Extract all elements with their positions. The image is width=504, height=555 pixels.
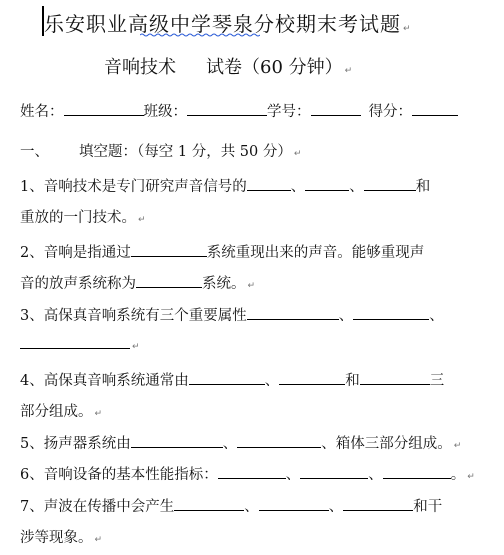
q4-blank-3[interactable] [360, 372, 430, 385]
q1-text-2: 重放的一门技术。 [20, 210, 136, 226]
score-label: 得分： [368, 104, 412, 120]
subtitle-course: 音响技术 [104, 57, 176, 78]
paragraph-mark-icon: ↵ [293, 149, 302, 159]
q3-text: 3、高保真音响系统有三个重要属性 [20, 308, 247, 324]
q1-blank-3[interactable] [364, 178, 416, 191]
question-4-line-2 [20, 400, 102, 421]
q6-blank-2[interactable] [300, 466, 368, 479]
title-text: 乐安职业高级中学琴泉分校期末考试题 [44, 12, 401, 36]
spellcheck-underline [140, 33, 260, 37]
q5-blank-2[interactable] [237, 435, 321, 448]
q4-end: 三 [429, 373, 445, 389]
q6-end: 。 [450, 467, 466, 483]
paragraph-mark-icon: ↵ [132, 342, 140, 352]
q6-blank-1[interactable] [218, 466, 286, 479]
q1-sep: 、 [349, 179, 364, 195]
q5-blank-1[interactable] [131, 435, 223, 448]
question-3-line-2 [20, 336, 140, 353]
q3-sep: 、 [429, 308, 444, 324]
question-7-line-2 [20, 526, 102, 547]
q7-sep: 、 [328, 499, 344, 515]
q7-text-2: 涉等现象。 [20, 530, 93, 546]
q5-text: 5、扬声器系统由 [20, 436, 131, 452]
q1-sep: 、 [290, 179, 306, 195]
paragraph-mark-icon: ↵ [94, 535, 103, 545]
question-5 [20, 432, 461, 453]
q4-text-2: 部分组成。 [20, 404, 93, 420]
q6-sep: 、 [368, 467, 383, 483]
section-number: 一、 [20, 144, 49, 160]
q6-blank-3[interactable] [383, 466, 451, 479]
q6-sep: 、 [285, 467, 301, 483]
section-heading [20, 140, 301, 161]
subtitle-exam: 试卷（60 分钟） [206, 57, 343, 78]
q7-blank-2[interactable] [259, 498, 329, 511]
class-blank[interactable] [187, 103, 267, 116]
paragraph-mark-icon: ↵ [94, 409, 103, 419]
q3-sep: 、 [338, 308, 354, 324]
question-1-line-2 [20, 206, 146, 227]
paragraph-mark-icon: ↵ [138, 215, 146, 225]
q2-end: 系统。 [202, 276, 246, 292]
q7-text: 7、声波在传播中会产生 [20, 499, 175, 515]
q7-sep: 、 [244, 499, 259, 515]
q2-text-2: 音的放声系统称为 [20, 276, 136, 292]
question-1-line-1 [20, 175, 430, 196]
id-blank[interactable] [311, 103, 361, 116]
q4-blank-1[interactable] [189, 372, 265, 385]
q5-sep: 、 [222, 436, 238, 452]
paragraph-mark-icon: ↵ [344, 66, 353, 76]
q1-end: 和 [415, 179, 431, 195]
class-label: 班级： [143, 104, 187, 120]
paragraph-mark-icon: ↵ [467, 472, 475, 482]
question-4-line-1 [20, 369, 444, 390]
q4-blank-2[interactable] [279, 372, 345, 385]
paragraph-mark-icon: ↵ [403, 24, 412, 34]
q1-text: 1、音响技术是专门研究声音信号的 [20, 179, 247, 195]
q7-blank-1[interactable] [174, 498, 244, 511]
document-subtitle [104, 53, 352, 79]
section-title: 填空题：（每空 1 分，共 50 分） [79, 144, 292, 160]
q7-end: 和干 [413, 499, 443, 515]
q2-blank-2[interactable] [136, 275, 202, 288]
paragraph-mark-icon: ↵ [247, 281, 256, 291]
q4-sep: 、 [264, 373, 280, 389]
q2-blank-1[interactable] [131, 244, 207, 257]
score-blank[interactable] [412, 103, 458, 116]
id-label: 学号： [267, 104, 311, 120]
q1-blank-2[interactable] [305, 178, 349, 191]
student-info-line [20, 100, 458, 121]
q5-end: 、箱体三部分组成。 [321, 436, 452, 452]
q3-blank-3[interactable] [20, 336, 130, 349]
q3-blank-1[interactable] [247, 307, 339, 320]
q1-blank-1[interactable] [247, 178, 291, 191]
q7-blank-3[interactable] [343, 498, 413, 511]
name-blank[interactable] [64, 103, 144, 116]
q2-text: 2、音响是指通过 [20, 245, 131, 261]
q3-blank-2[interactable] [353, 307, 429, 320]
paragraph-mark-icon: ↵ [453, 441, 462, 451]
name-label: 姓名： [20, 104, 64, 120]
question-6 [20, 463, 475, 484]
question-3-line-1 [20, 304, 444, 325]
q6-text: 6、音响设备的基本性能指标： [20, 467, 218, 483]
q2-text-mid: 系统重现出来的声音。能够重现声 [206, 245, 425, 261]
q4-sep: 和 [345, 373, 360, 389]
q4-text: 4、高保真音响系统通常由 [20, 373, 189, 389]
question-2-line-1 [20, 241, 424, 262]
question-7-line-1 [20, 495, 442, 516]
question-2-line-2 [20, 272, 255, 293]
